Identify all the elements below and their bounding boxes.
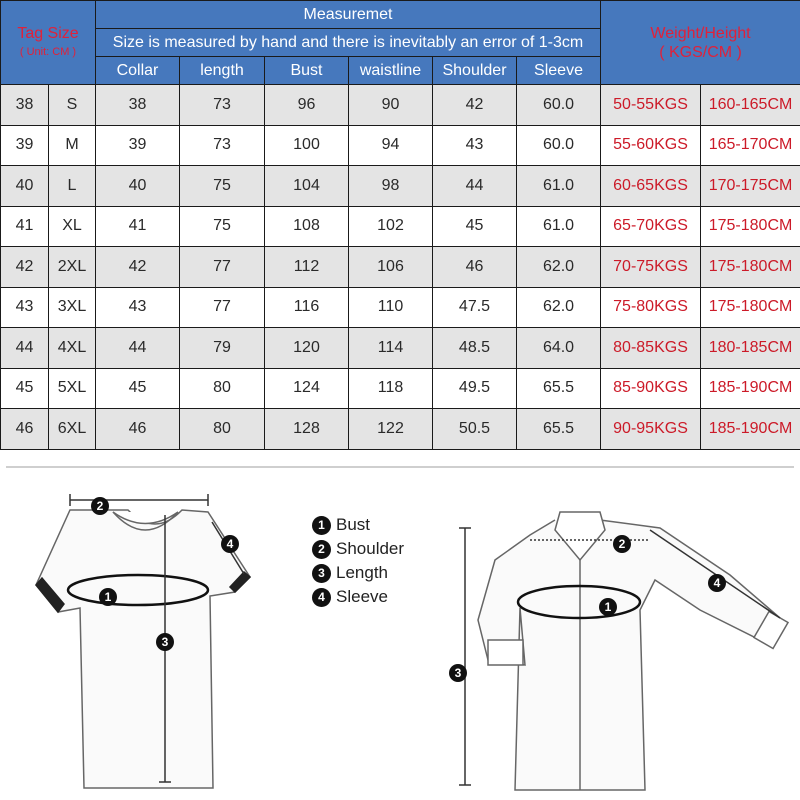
waistline-cell: 94 — [349, 125, 433, 166]
waistline-cell: 102 — [349, 206, 433, 247]
waistline-cell: 118 — [349, 368, 433, 409]
measurement-note: Size is measured by hand and there is inevitably an error of 1-3cm — [96, 29, 601, 57]
tag-size-title: Tag Size — [17, 24, 79, 42]
waistline-cell: 110 — [349, 287, 433, 328]
sleeve-cell: 62.0 — [517, 287, 601, 328]
weight-height-unit: ( KGS/CM ) — [659, 43, 742, 61]
column-header-waistline: waistline — [349, 57, 433, 85]
legend-number-badge: 2 — [312, 540, 331, 559]
table-row — [1, 85, 800, 126]
tag-cell: 40 — [1, 166, 49, 207]
tag-cell: 46 — [1, 409, 49, 450]
tshirt-diagram — [36, 510, 250, 788]
collar-cell: 46 — [96, 409, 180, 450]
height-cell: 165-170CM — [701, 125, 800, 166]
collar-cell: 38 — [96, 85, 180, 126]
tag-cell: 44 — [1, 328, 49, 369]
height-cell: 175-180CM — [701, 206, 800, 247]
shoulder-cell: 49.5 — [433, 368, 517, 409]
bust-cell: 96 — [265, 85, 349, 126]
weight-cell: 75-80KGS — [601, 287, 701, 328]
legend-item-shoulder — [312, 537, 404, 561]
collar-cell: 39 — [96, 125, 180, 166]
sleeve-cell: 65.5 — [517, 409, 601, 450]
sleeve-cell: 60.0 — [517, 85, 601, 126]
length-cell: 75 — [180, 206, 265, 247]
table-row — [1, 247, 800, 288]
length-cell: 77 — [180, 247, 265, 288]
size-cell: 2XL — [49, 247, 96, 288]
marker-bust-tshirt-number: 1 — [104, 590, 112, 604]
shoulder-cell: 48.5 — [433, 328, 517, 369]
bust-cell: 112 — [265, 247, 349, 288]
table-row — [1, 206, 800, 247]
height-cell: 170-175CM — [701, 166, 800, 207]
sleeve-cell: 62.0 — [517, 247, 601, 288]
marker-shoulder-tshirt-number: 2 — [96, 499, 104, 513]
legend-number-badge: 1 — [312, 516, 331, 535]
length-cell: 80 — [180, 409, 265, 450]
bust-cell: 128 — [265, 409, 349, 450]
bust-cell: 108 — [265, 206, 349, 247]
shoulder-cell: 45 — [433, 206, 517, 247]
waistline-cell: 90 — [349, 85, 433, 126]
size-cell: 5XL — [49, 368, 96, 409]
weight-cell: 70-75KGS — [601, 247, 701, 288]
waistline-cell: 122 — [349, 409, 433, 450]
shoulder-cell: 43 — [433, 125, 517, 166]
weight-cell: 80-85KGS — [601, 328, 701, 369]
size-cell: M — [49, 125, 96, 166]
height-cell: 175-180CM — [701, 247, 800, 288]
collar-cell: 41 — [96, 206, 180, 247]
tag-cell: 41 — [1, 206, 49, 247]
table-row — [1, 368, 800, 409]
shoulder-cell: 46 — [433, 247, 517, 288]
marker-length-tshirt-number: 3 — [161, 635, 169, 649]
length-cell: 80 — [180, 368, 265, 409]
tag-cell: 45 — [1, 368, 49, 409]
shoulder-cell: 47.5 — [433, 287, 517, 328]
column-header-sleeve: Sleeve — [517, 57, 601, 85]
size-cell: 3XL — [49, 287, 96, 328]
height-cell: 175-180CM — [701, 287, 800, 328]
table-row — [1, 409, 800, 450]
marker-sleeve-tshirt-number: 4 — [226, 537, 234, 551]
table-row — [1, 125, 800, 166]
shoulder-cell: 50.5 — [433, 409, 517, 450]
collar-cell: 43 — [96, 287, 180, 328]
column-header-bust: Bust — [265, 57, 349, 85]
column-header-length: length — [180, 57, 265, 85]
bust-cell: 100 — [265, 125, 349, 166]
shoulder-cell: 44 — [433, 166, 517, 207]
sleeve-cell: 65.5 — [517, 368, 601, 409]
height-cell: 160-165CM — [701, 85, 800, 126]
bust-cell: 124 — [265, 368, 349, 409]
column-header-shoulder: Shoulder — [433, 57, 517, 85]
legend-label: Sleeve — [336, 587, 388, 606]
collar-cell: 40 — [96, 166, 180, 207]
table-row — [1, 287, 800, 328]
weight-cell: 85-90KGS — [601, 368, 701, 409]
tag-size-unit: ( Unit: CM ) — [19, 45, 77, 58]
size-cell: 6XL — [49, 409, 96, 450]
legend-number-badge: 3 — [312, 564, 331, 583]
weight-cell: 65-70KGS — [601, 206, 701, 247]
sleeve-cell: 61.0 — [517, 166, 601, 207]
bust-cell: 116 — [265, 287, 349, 328]
weight-cell: 55-60KGS — [601, 125, 701, 166]
table-row — [1, 166, 800, 207]
marker-bust-shirt-number: 1 — [604, 600, 612, 614]
weight-cell: 60-65KGS — [601, 166, 701, 207]
tag-cell: 38 — [1, 85, 49, 126]
size-cell: L — [49, 166, 96, 207]
height-cell: 180-185CM — [701, 328, 800, 369]
length-cell: 77 — [180, 287, 265, 328]
legend-label: Shoulder — [336, 539, 405, 558]
size-cell: S — [49, 85, 96, 126]
marker-sleeve-shirt-number: 4 — [713, 576, 721, 590]
dress-shirt-diagram — [478, 512, 788, 790]
waistline-cell: 106 — [349, 247, 433, 288]
weight-height-title: Weight/Height — [650, 24, 751, 42]
bust-cell: 104 — [265, 166, 349, 207]
weight-cell: 90-95KGS — [601, 409, 701, 450]
legend-number-badge: 4 — [312, 588, 331, 607]
shoulder-cell: 42 — [433, 85, 517, 126]
collar-cell: 44 — [96, 328, 180, 369]
weight-cell: 50-55KGS — [601, 85, 701, 126]
marker-length-shirt-number: 3 — [454, 666, 462, 680]
bust-cell: 120 — [265, 328, 349, 369]
measurement-title: Measuremet — [96, 1, 601, 29]
legend-label: Length — [336, 563, 388, 582]
tag-cell: 43 — [1, 287, 49, 328]
dress-shirt-length-line — [459, 528, 471, 785]
waistline-cell: 98 — [349, 166, 433, 207]
tshirt-shoulder-line — [70, 494, 208, 506]
collar-cell: 42 — [96, 247, 180, 288]
measurement-legend — [312, 513, 404, 609]
section-divider — [6, 466, 794, 468]
tag-cell: 42 — [1, 247, 49, 288]
sleeve-cell: 64.0 — [517, 328, 601, 369]
length-cell: 79 — [180, 328, 265, 369]
collar-cell: 45 — [96, 368, 180, 409]
waistline-cell: 114 — [349, 328, 433, 369]
sleeve-cell: 60.0 — [517, 125, 601, 166]
legend-item-bust — [312, 513, 404, 537]
legend-label: Bust — [336, 515, 371, 534]
height-cell: 185-190CM — [701, 368, 800, 409]
length-cell: 75 — [180, 166, 265, 207]
length-cell: 73 — [180, 125, 265, 166]
sleeve-cell: 61.0 — [517, 206, 601, 247]
weight-height-header — [601, 1, 800, 85]
size-cell: 4XL — [49, 328, 96, 369]
column-header-collar: Collar — [96, 57, 180, 85]
table-row — [1, 328, 800, 369]
legend-item-length — [312, 561, 404, 585]
marker-shoulder-shirt-number: 2 — [618, 537, 626, 551]
height-cell: 185-190CM — [701, 409, 800, 450]
length-cell: 73 — [180, 85, 265, 126]
size-cell: XL — [49, 206, 96, 247]
tag-size-header — [1, 1, 96, 85]
legend-item-sleeve — [312, 585, 404, 609]
tag-cell: 39 — [1, 125, 49, 166]
